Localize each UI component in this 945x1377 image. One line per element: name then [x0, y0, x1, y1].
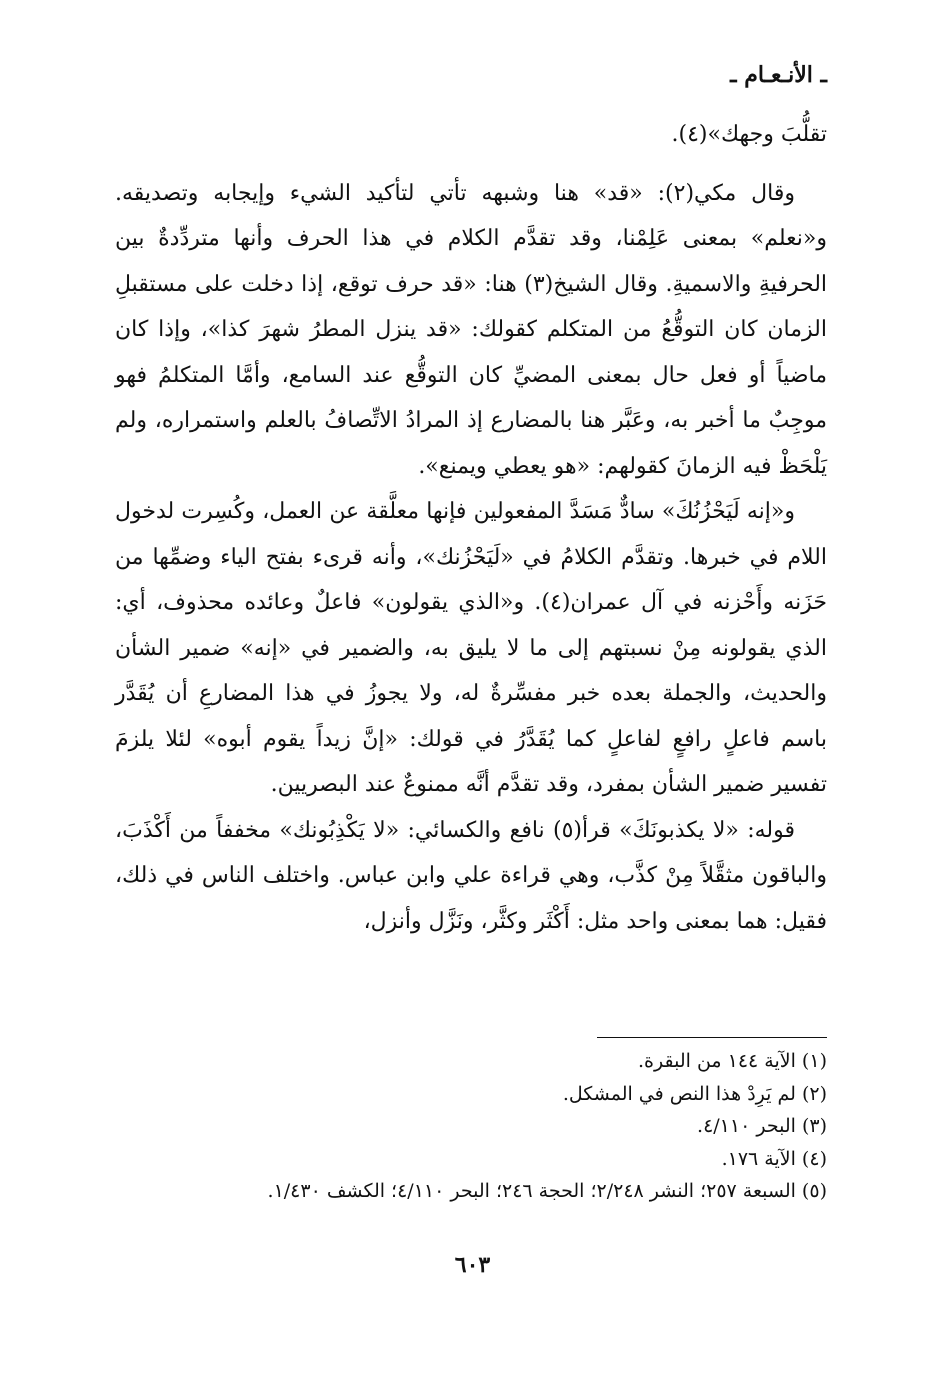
running-header: ـ الأنـعـام ـ [730, 62, 827, 88]
footnote: (١) الآية ١٤٤ من البقرة. [638, 1050, 827, 1072]
paragraph-continuation: تقلُّبَ وجهك»(٤). [671, 122, 827, 147]
paragraph: قوله: «لا يكذبونَكَ» قرأ(٥) نافع والكسائي: «لا يَكْذِبُونك» مخففاً من أَكْذَبَ، والباقون مثقَّلاً مِنْ كذَّب، وهي قراءة علي وابن عباس. واختلف الناس في ذلك، فقيل: هما بمعنى واحد مثل: أَكْثَر وكثَّر، ونَزَّل وأنزل، [115, 817, 827, 934]
main-text [115, 112, 827, 944]
footnote: (٢) لم يَرِدْ هذا النص في المشكل. [562, 1082, 827, 1105]
paragraph: وقال مكي(٢): «قد» هنا وشبهه تأتي لتأكيد الشيء وإيجابه وتصديقه. و«نعلم» بمعنى عَلِمْنا، وقد تقدَّم الكلام في هذا الحرف وأنها متردِّدةٌ بين الحرفيةِ والاسميةِ. وقال الشيخ(٣) هنا: «قد حرف توقع، إذا دخلت على مستقبلِ الزمان كان التوقُّعُ من المتكلم كقولك: «قد ينزل المطرُ شهرَ كذا»، وإذا كان ماضياً أو فعل حال بمعنى المضيِّ كان التوقُّع عند السامع، وأمَّا المتكلمُ فهو موجِبٌ ما أخبر به، وعَبَّر هنا بالمضارع إذ المرادُ الاتِّصافُ بالعلم واستمراره، ولم يَلْحَظْ فيه الزمانَ كقولهم: «هو يعطي ويمنع». [115, 180, 828, 479]
footnote: (٤) الآية ١٧٦. [721, 1147, 827, 1170]
footnote-divider [597, 1037, 827, 1038]
page-number: ٦٠٣ [454, 1252, 491, 1278]
paragraph: و«إنه لَيَحْزُنُكَ» سادٌّ مَسَدَّ المفعولين فإنها معلَّقة عن العمل، وكُسِرت لدخول اللام في خبرها. وتقدَّم الكلامُ في «لَيَحْزُنك»، وأنه قرىء بفتح الياء وضمِّها من حَزَنه وأَحْزنه في آل عمران(٤). و«الذي يقولون» فاعلٌ وعائده محذوف، أي: الذي يقولونه مِنْ نسبتهم إلى ما لا يليق به، والضمير في «إنه» ضمير الشأن والحديث، والجملة بعده خبر مفسِّرةٌ له، ولا يجوزُ في هذا المضارعِ أن يُقَدَّر باسم فاعلٍ رافعٍ لفاعلٍ كما يُقَدَّرُ في قولك: «إنَّ زيداً يقوم أبوه» لئلا يلزمَ تفسير ضمير الشأن بمفرد، وقد تقدَّم أنَّه ممنوعٌ عند البصريين. [115, 499, 827, 797]
footnotes [115, 1045, 827, 1208]
footnote: (٥) السبعة ٢٥٧؛ النشر ٢/٢٤٨؛ الحجة ٢٤٦؛ البحر ٤/١١٠؛ الكشف ١/٤٣٠. [267, 1180, 827, 1202]
footnote: (٣) البحر ٤/١١٠. [697, 1115, 827, 1137]
